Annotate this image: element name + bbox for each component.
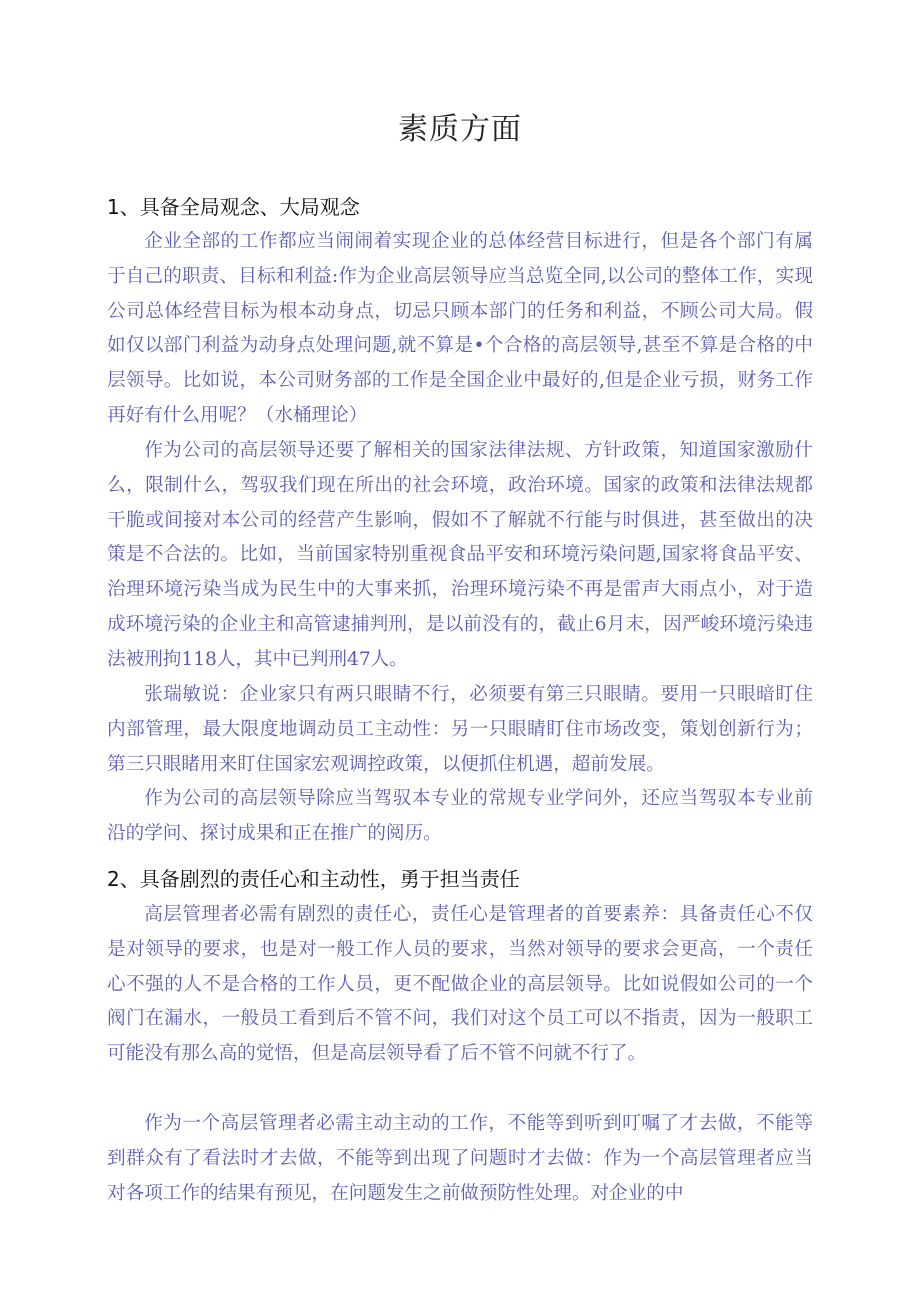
paragraph-1-1: 企业全部的工作都应当闹闹着实现企业的总体经营目标进行，但是各个部门有属于自己的职责、目标和利益:作为企业高层领导应当总览全同,以公司的整体工作，实现公司总体经营目标为根本动身点，切忌只顾本部门的任务和利益，不顾公司大局。假如仅以部门利益为动身点处理问题,就不算是•个合格的高层领导,甚至不算是合格的中层领导。比如说，本公司财务部的工作是全国企业中最好的,但是企业亏损，财务工作再好有什么用呢？（水桶理论）	[107, 231, 813, 426]
page-title: 素质方面	[398, 112, 522, 147]
paragraph-1-3: 张瑞敏说：企业家只有两只眼睛不行，必须要有第三只眼睛。要用一只眼暗盯住内部管理，最大限度地调动员工主动性：另一只眼睛盯住市场改变，策划创新行为；第三只眼睹用来盯住国家宏观调控政策，以便抓住机遇，超前发展。	[107, 684, 813, 775]
section-heading-2: 2、具备剧烈的责任心和主动性，勇于担当责任	[107, 867, 520, 891]
paragraph-2-1: 高层管理者必需有剧烈的责任心，责任心是管理者的首要素养：具备责任心不仅是对领导的要求，也是对一般工作人员的要求，当然对领导的要求会更高，一个责任心不强的人不是合格的工作人员，更不配做企业的高层领导。比如说假如公司的一个阀门在漏水，一般员工看到后不管不问，我们对这个员工可以不指责，因为一般职工可能没有那么高的觉悟，但是高层领导看了后不管不问就不行了。	[107, 904, 813, 1065]
paragraph-1-2: 作为公司的高层领导还要了解相关的国家法律法规、方针政策，知道国家激励什么，限制什么，驾驭我们现在所出的社会环境，政治环境。国家的政策和法律法规都干脆或间接对本公司的经营产生影响，假如不了解就不行能与时俱进，甚至做出的决策是不合法的。比如，当前国家特别重视食品平安和环境污染问题,国家将食品平安、治理环境污染当成为民生中的大事来抓，治理环境污染不再是雷声大雨点小，对于造成环境污染的企业主和高管逮捕判刑，是以前没有的，截止6月末，因严峻环境污染违法被刑拘118人，其中已判刑47人。	[107, 440, 813, 670]
section-heading-1: 1、具备全局观念、大局观念	[107, 195, 360, 219]
paragraph-1-4: 作为公司的高层领导除应当驾驭本专业的常规专业学问外，还应当驾驭本专业前沿的学问、探讨成果和正在推广的阅历。	[107, 788, 813, 844]
paragraph-2-2: 作为一个高层管理者必需主动主动的工作，不能等到听到叮嘱了才去做，不能等到群众有了看法时才去做，不能等到出现了问题时才去做：作为一个高层管理者应当对各项工作的结果有预见，在问题发生之前做预防性处理。对企业的中	[107, 1113, 813, 1204]
